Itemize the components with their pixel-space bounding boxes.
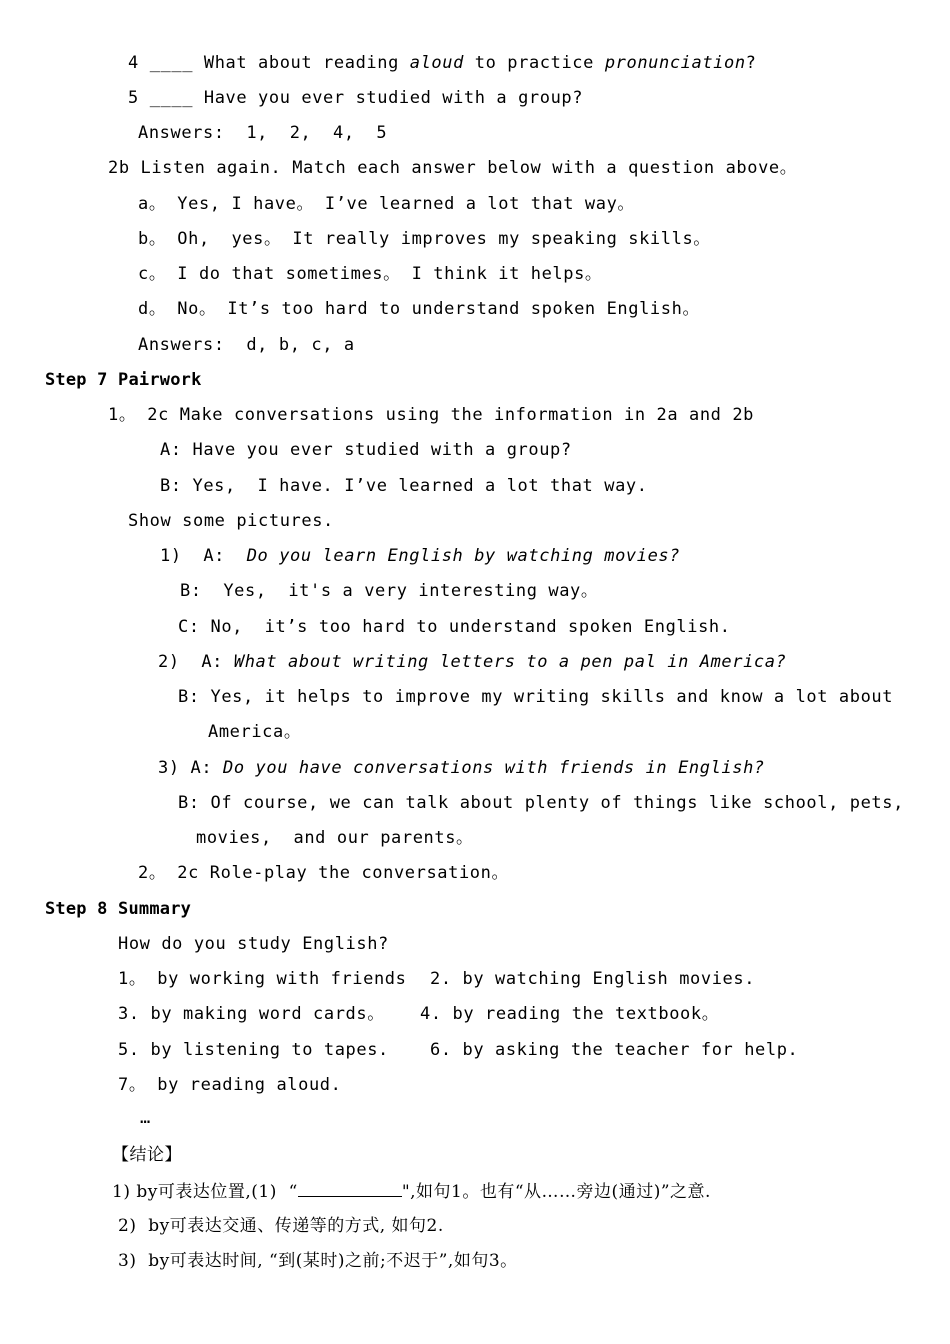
dialogue1-a: 1) A: Do you learn English by watching movies?	[160, 546, 681, 566]
step7-heading: Step 7 Pairwork	[45, 370, 202, 390]
example-b: B: Yes, I have. I’ve learned a lot that way.	[160, 476, 648, 496]
dialogue3-b: B: Of course, we can talk about plenty of things like school, pets,	[178, 793, 904, 813]
fill-in-blank	[298, 1180, 402, 1197]
item-4: 4 ____ What about reading aloud to practice pronunciation?	[128, 53, 757, 73]
dialogue2-a: 2) A: What about writing letters to a pen pal in America?	[158, 652, 787, 672]
option-d: d。 No。 It’s too hard to understand spoken English。	[138, 299, 701, 319]
dialogue3-a: 3) A: Do you have conversations with friends in English?	[158, 758, 765, 778]
summary-item-1: 1。 by working with friends	[118, 969, 407, 989]
step7-item2: 2。 2c Role-play the conversation。	[138, 863, 510, 883]
dialogue2-b-cont: America。	[208, 722, 302, 742]
answers-2a: Answers: 1, 2, 4, 5	[138, 123, 388, 143]
example-a: A: Have you ever studied with a group?	[160, 440, 572, 460]
summary-item-2: 2. by watching English movies.	[430, 969, 756, 989]
summary-question: How do you study English?	[118, 934, 389, 954]
step8-heading: Step 8 Summary	[45, 899, 192, 919]
option-c: c。 I do that sometimes。 I think it helps。	[138, 264, 603, 284]
answers-2b: Answers: d, b, c, a	[138, 335, 355, 355]
option-b: b。 Oh, yes。 It really improves my speaking skills。	[138, 229, 711, 249]
step7-item1: 1。 2c Make conversations using the information in 2a and 2b	[108, 405, 755, 425]
dialogue1-c: C: No, it’s too hard to understand spoken English.	[178, 617, 731, 637]
instruction-2b: 2b Listen again. Match each answer below with a question above。	[108, 158, 798, 178]
summary-ellipsis: …	[140, 1108, 151, 1128]
option-a: a。 Yes, I have。 I’ve learned a lot that way。	[138, 194, 636, 214]
summary-item-5: 5. by listening to tapes.	[118, 1040, 389, 1060]
conclusion-line-3: 3) by可表达时间, “到(某时)之前;不迟于”,如句3。	[118, 1251, 518, 1271]
summary-item-3: 3. by making word cards。	[118, 1004, 385, 1024]
dialogue3-b-cont: movies, and our parents。	[196, 828, 474, 848]
dialogue1-b: B: Yes, it's a very interesting way。	[180, 581, 599, 601]
conclusion-title: 【结论】	[112, 1145, 182, 1165]
summary-item-7: 7。 by reading aloud.	[118, 1075, 342, 1095]
item-5: 5 ____ Have you ever studied with a group?	[128, 88, 584, 108]
conclusion-line-1: 1) by可表达位置,(1) “ ",如句1。也有“从……旁边(通过)”之意.	[112, 1182, 711, 1202]
summary-item-6: 6. by asking the teacher for help.	[430, 1040, 799, 1060]
conclusion-line-2: 2) by可表达交通、传递等的方式, 如句2.	[118, 1216, 444, 1236]
dialogue2-b: B: Yes, it helps to improve my writing skills and know a lot about	[178, 687, 894, 707]
show-pictures: Show some pictures.	[128, 511, 334, 531]
summary-item-4: 4. by reading the textbook。	[420, 1004, 720, 1024]
